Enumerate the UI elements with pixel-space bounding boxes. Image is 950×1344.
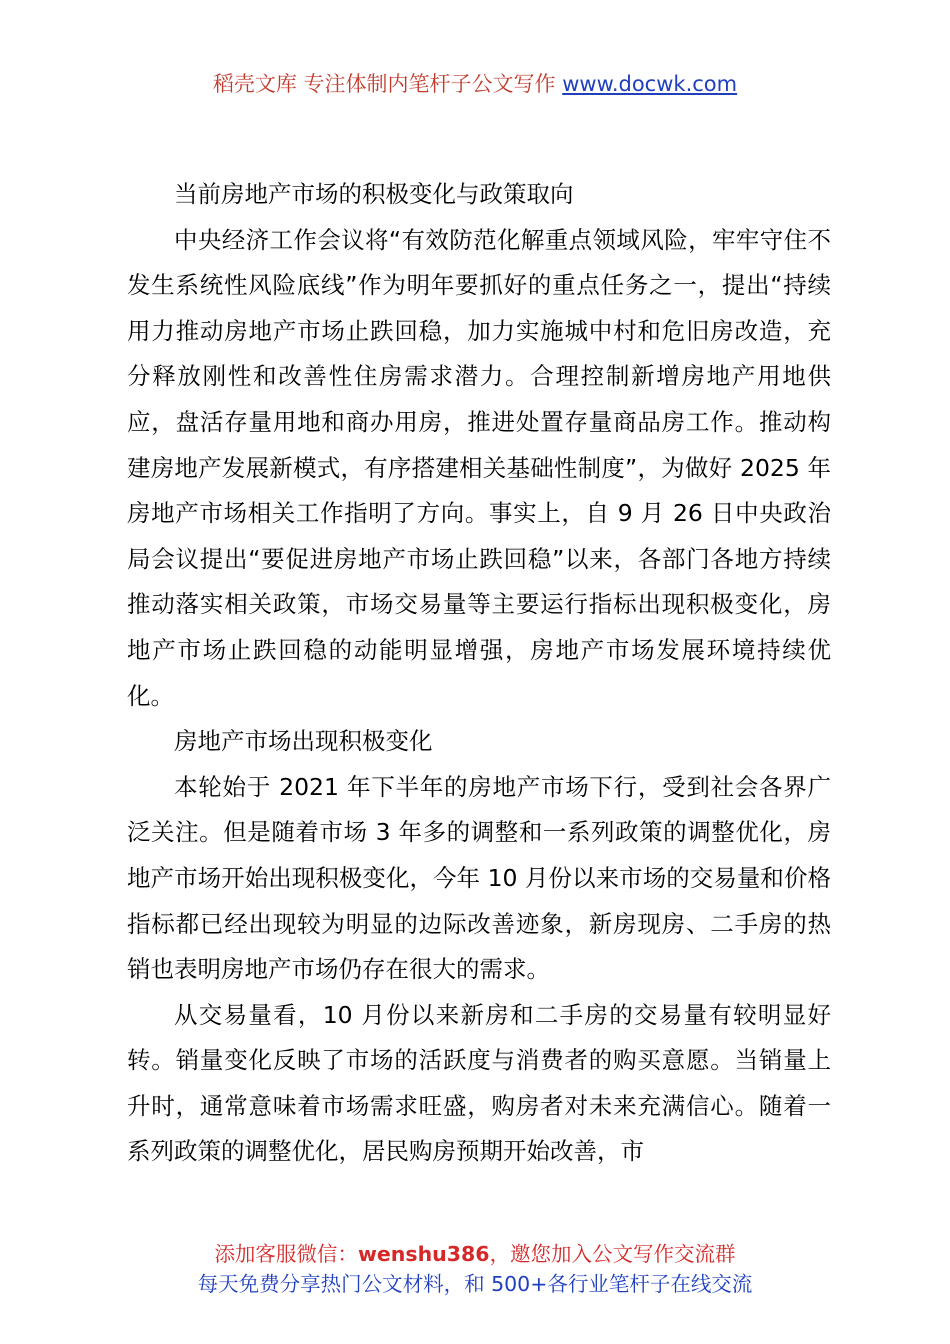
article-title: 当前房地产市场的积极变化与政策取向 bbox=[174, 180, 574, 208]
footer-line-1 bbox=[0, 1239, 950, 1269]
footer-line-1-prefix: 添加客服微信： bbox=[214, 1242, 358, 1266]
document-body bbox=[127, 172, 831, 1175]
header-url-link[interactable]: www.docwk.com bbox=[562, 72, 738, 96]
wechat-id: wenshu386 bbox=[357, 1242, 490, 1266]
paragraph: 中央经济工作会议将“有效防范化解重点领域风险，牢牢守住不发生系统性风险底线”作为明年要抓好的重点任务之一，提出“持续用力推动房地产市场止跌回稳，加力实施城中村和危旧房改造，充分释放刚性和改善性住房需求潜力。合理控制新增房地产用地供应，盘活存量用地和商办用房，推进处置存量商品房工作。推动构建房地产发展新模式，有序搭建相关基础性制度”，为做好 2025 年房地产市场相关工作指明了方向。事实上，自 9 月 26 日中央政治局会议提出“要促进房地产市场止跌回稳”以来，各部门各地方持续推动落实相关政策，市场交易量等主要运行指标出现积极变化，房地产市场止跌回稳的动能明显增强，房地产市场发展环境持续优化。 bbox=[127, 225, 831, 710]
section-heading: 房地产市场出现积极变化 bbox=[174, 727, 433, 756]
footer-promo bbox=[0, 1239, 950, 1299]
footer-line-2: 每天免费分享热门公文材料，和 500+各行业笔杆子在线交流 bbox=[197, 1272, 753, 1296]
header-banner bbox=[0, 68, 950, 100]
footer-line-1-suffix: ，邀您加入公文写作交流群 bbox=[489, 1242, 736, 1266]
paragraph: 本轮始于 2021 年下半年的房地产市场下行，受到社会各界广泛关注。但是随着市场 3 年多的调整和一系列政策的调整优化，房地产市场开始出现积极变化，今年 10 月份以来市场的交易量和价格指标都已经出现较为明显的边际改善迹象，新房现房、二手房的热销也表明房地产市场仍存在很大的需求。 bbox=[127, 772, 831, 984]
paragraph: 从交易量看，10 月份以来新房和二手房的交易量有较明显好转。销量变化反映了市场的活跃度与消费者的购买意愿。当销量上升时，通常意味着市场需求旺盛，购房者对未来充满信心。随着一系列政策的调整优化，居民购房预期开始改善，市 bbox=[127, 1000, 831, 1166]
header-text: 稻壳文库 专注体制内笔杆子公文写作 bbox=[212, 72, 563, 96]
